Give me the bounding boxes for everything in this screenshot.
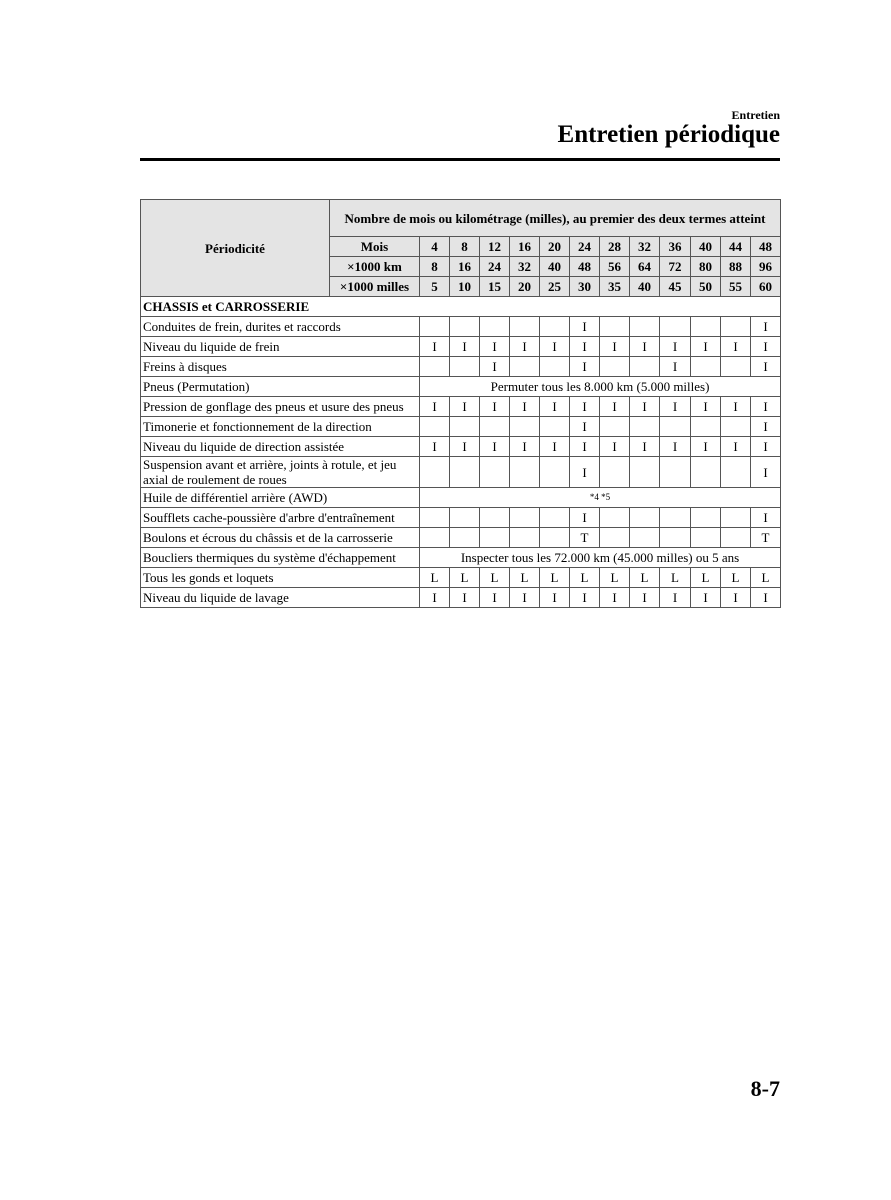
- schedule-cell: [420, 508, 450, 528]
- periodicity-header: Périodicité: [141, 200, 330, 297]
- interval-note: Permuter tous les 8.000 km (5.000 milles): [420, 377, 781, 397]
- section-row: [141, 297, 781, 317]
- schedule-cell: [691, 357, 721, 377]
- schedule-cell: [480, 457, 510, 488]
- km-value: 96: [751, 257, 781, 277]
- km-value: 24: [480, 257, 510, 277]
- schedule-cell: [540, 317, 570, 337]
- months-label: Mois: [330, 237, 420, 257]
- item-label: Huile de différentiel arrière (AWD): [141, 488, 420, 508]
- schedule-cell: [420, 457, 450, 488]
- schedule-cell: [540, 528, 570, 548]
- schedule-cell: [691, 457, 721, 488]
- months-value: 20: [540, 237, 570, 257]
- item-label: Niveau du liquide de frein: [141, 337, 420, 357]
- schedule-cell: L: [721, 568, 751, 588]
- item-label: Boulons et écrous du châssis et de la carrosserie: [141, 528, 420, 548]
- schedule-cell: I: [660, 588, 691, 608]
- schedule-cell: I: [751, 457, 781, 488]
- table-row: [141, 377, 781, 397]
- schedule-cell: [450, 417, 480, 437]
- section-title: CHASSIS et CARROSSERIE: [141, 297, 781, 317]
- item-label: Pression de gonflage des pneus et usure des pneus: [141, 397, 420, 417]
- schedule-cell: [600, 317, 630, 337]
- miles-value: 55: [721, 277, 751, 297]
- item-label: Tous les gonds et loquets: [141, 568, 420, 588]
- schedule-cell: I: [660, 437, 691, 457]
- item-label: Conduites de frein, durites et raccords: [141, 317, 420, 337]
- miles-value: 35: [600, 277, 630, 297]
- schedule-cell: I: [540, 588, 570, 608]
- schedule-cell: L: [540, 568, 570, 588]
- miles-value: 30: [570, 277, 600, 297]
- schedule-cell: [721, 317, 751, 337]
- schedule-cell: [660, 317, 691, 337]
- schedule-cell: [721, 457, 751, 488]
- months-value: 24: [570, 237, 600, 257]
- km-value: 8: [420, 257, 450, 277]
- schedule-cell: [721, 528, 751, 548]
- page-title: Entretien périodique: [557, 121, 780, 148]
- months-value: 16: [510, 237, 540, 257]
- item-label: Niveau du liquide de lavage: [141, 588, 420, 608]
- schedule-cell: I: [420, 397, 450, 417]
- table-row: [141, 437, 781, 457]
- schedule-cell: I: [660, 337, 691, 357]
- schedule-cell: [691, 528, 721, 548]
- months-value: 8: [450, 237, 480, 257]
- schedule-cell: I: [691, 437, 721, 457]
- schedule-cell: I: [751, 357, 781, 377]
- km-value: 48: [570, 257, 600, 277]
- months-value: 48: [751, 237, 781, 257]
- schedule-cell: T: [751, 528, 781, 548]
- months-value: 40: [691, 237, 721, 257]
- schedule-cell: I: [600, 437, 630, 457]
- schedule-cell: [630, 508, 660, 528]
- schedule-cell: [540, 457, 570, 488]
- schedule-cell: [630, 357, 660, 377]
- schedule-cell: I: [420, 437, 450, 457]
- miles-value: 40: [630, 277, 660, 297]
- schedule-cell: [420, 357, 450, 377]
- schedule-cell: I: [751, 437, 781, 457]
- schedule-cell: [510, 528, 540, 548]
- schedule-cell: [540, 417, 570, 437]
- schedule-cell: [630, 528, 660, 548]
- miles-value: 25: [540, 277, 570, 297]
- table-row: [141, 488, 781, 508]
- schedule-cell: [510, 457, 540, 488]
- table-row: [141, 357, 781, 377]
- schedule-cell: [660, 528, 691, 548]
- schedule-cell: I: [540, 437, 570, 457]
- miles-value: 45: [660, 277, 691, 297]
- schedule-cell: [450, 528, 480, 548]
- schedule-cell: I: [630, 337, 660, 357]
- schedule-cell: [450, 357, 480, 377]
- schedule-cell: [630, 457, 660, 488]
- schedule-cell: [600, 528, 630, 548]
- schedule-cell: I: [450, 337, 480, 357]
- schedule-cell: [691, 317, 721, 337]
- schedule-cell: I: [691, 337, 721, 357]
- schedule-cell: I: [510, 588, 540, 608]
- miles-value: 60: [751, 277, 781, 297]
- schedule-cell: [450, 317, 480, 337]
- schedule-cell: [660, 457, 691, 488]
- schedule-cell: I: [450, 437, 480, 457]
- schedule-cell: I: [751, 337, 781, 357]
- table-row: [141, 457, 781, 488]
- schedule-cell: L: [751, 568, 781, 588]
- schedule-cell: [420, 317, 450, 337]
- table-row: [141, 528, 781, 548]
- km-value: 72: [660, 257, 691, 277]
- months-value: 28: [600, 237, 630, 257]
- schedule-cell: I: [721, 397, 751, 417]
- schedule-cell: [480, 317, 510, 337]
- schedule-cell: I: [600, 588, 630, 608]
- schedule-cell: [600, 508, 630, 528]
- schedule-cell: [630, 417, 660, 437]
- schedule-cell: I: [540, 337, 570, 357]
- table-row: [141, 568, 781, 588]
- schedule-cell: I: [600, 397, 630, 417]
- schedule-cell: [510, 417, 540, 437]
- table-row: [141, 417, 781, 437]
- schedule-cell: [480, 508, 510, 528]
- schedule-cell: I: [480, 397, 510, 417]
- schedule-cell: [691, 417, 721, 437]
- miles-value: 20: [510, 277, 540, 297]
- schedule-cell: [721, 357, 751, 377]
- schedule-cell: L: [600, 568, 630, 588]
- schedule-cell: [420, 528, 450, 548]
- schedule-cell: I: [480, 357, 510, 377]
- schedule-cell: L: [450, 568, 480, 588]
- km-value: 32: [510, 257, 540, 277]
- table-row: [141, 397, 781, 417]
- schedule-cell: I: [600, 337, 630, 357]
- schedule-cell: [510, 317, 540, 337]
- schedule-cell: I: [630, 588, 660, 608]
- miles-value: 15: [480, 277, 510, 297]
- miles-label: ×1000 milles: [330, 277, 420, 297]
- schedule-cell: L: [480, 568, 510, 588]
- schedule-cell: L: [420, 568, 450, 588]
- item-label: Pneus (Permutation): [141, 377, 420, 397]
- schedule-cell: I: [420, 588, 450, 608]
- footnote-ref: *4 *5: [420, 488, 781, 508]
- schedule-cell: [510, 357, 540, 377]
- table-row: [141, 337, 781, 357]
- months-value: 32: [630, 237, 660, 257]
- schedule-cell: I: [630, 437, 660, 457]
- schedule-cell: [540, 357, 570, 377]
- schedule-cell: [721, 508, 751, 528]
- schedule-cell: [480, 528, 510, 548]
- km-value: 64: [630, 257, 660, 277]
- schedule-cell: I: [751, 397, 781, 417]
- schedule-cell: I: [510, 437, 540, 457]
- km-value: 80: [691, 257, 721, 277]
- schedule-cell: [450, 508, 480, 528]
- item-label: Suspension avant et arrière, joints à rotule, et jeu axial de roulement de roues: [141, 457, 420, 488]
- schedule-cell: I: [510, 337, 540, 357]
- schedule-cell: I: [510, 397, 540, 417]
- schedule-cell: I: [450, 397, 480, 417]
- schedule-cell: I: [630, 397, 660, 417]
- schedule-cell: [691, 508, 721, 528]
- schedule-cell: [600, 417, 630, 437]
- interval-note: Inspecter tous les 72.000 km (45.000 milles) ou 5 ans: [420, 548, 781, 568]
- schedule-cell: I: [570, 337, 600, 357]
- schedule-cell: L: [660, 568, 691, 588]
- schedule-cell: I: [751, 417, 781, 437]
- item-label: Boucliers thermiques du système d'échappement: [141, 548, 420, 568]
- schedule-cell: I: [570, 508, 600, 528]
- schedule-cell: L: [630, 568, 660, 588]
- schedule-cell: I: [721, 337, 751, 357]
- maintenance-schedule-table: [140, 199, 781, 608]
- schedule-cell: I: [691, 397, 721, 417]
- schedule-cell: I: [721, 437, 751, 457]
- item-label: Niveau du liquide de direction assistée: [141, 437, 420, 457]
- schedule-cell: I: [660, 357, 691, 377]
- schedule-cell: I: [570, 417, 600, 437]
- title-rule: [140, 158, 780, 161]
- schedule-cell: [600, 457, 630, 488]
- schedule-cell: I: [570, 457, 600, 488]
- schedule-cell: [420, 417, 450, 437]
- schedule-cell: T: [570, 528, 600, 548]
- item-label: Soufflets cache-poussière d'arbre d'entraînement: [141, 508, 420, 528]
- months-value: 36: [660, 237, 691, 257]
- miles-value: 50: [691, 277, 721, 297]
- schedule-cell: I: [721, 588, 751, 608]
- schedule-cell: [450, 457, 480, 488]
- km-label: ×1000 km: [330, 257, 420, 277]
- table-row: [141, 508, 781, 528]
- schedule-cell: I: [660, 397, 691, 417]
- km-value: 56: [600, 257, 630, 277]
- schedule-cell: [630, 317, 660, 337]
- section-label: Entretien: [731, 108, 780, 122]
- page-number: 8-7: [750, 1076, 780, 1101]
- table-row: [141, 317, 781, 337]
- item-label: Freins à disques: [141, 357, 420, 377]
- schedule-cell: I: [751, 317, 781, 337]
- schedule-cell: [600, 357, 630, 377]
- schedule-cell: L: [510, 568, 540, 588]
- interval-caption: Nombre de mois ou kilométrage (milles), au premier des deux termes atteint: [330, 200, 781, 237]
- schedule-cell: [540, 508, 570, 528]
- schedule-cell: I: [480, 437, 510, 457]
- schedule-cell: I: [540, 397, 570, 417]
- miles-value: 5: [420, 277, 450, 297]
- schedule-cell: I: [570, 588, 600, 608]
- schedule-cell: [721, 417, 751, 437]
- schedule-cell: I: [751, 588, 781, 608]
- miles-value: 10: [450, 277, 480, 297]
- table-row: [141, 588, 781, 608]
- schedule-cell: I: [480, 588, 510, 608]
- schedule-cell: I: [450, 588, 480, 608]
- km-value: 16: [450, 257, 480, 277]
- schedule-cell: [510, 508, 540, 528]
- table-row: [141, 548, 781, 568]
- schedule-cell: I: [691, 588, 721, 608]
- item-label: Timonerie et fonctionnement de la direction: [141, 417, 420, 437]
- schedule-cell: I: [570, 357, 600, 377]
- schedule-cell: [660, 508, 691, 528]
- schedule-cell: I: [570, 397, 600, 417]
- schedule-cell: I: [570, 317, 600, 337]
- schedule-cell: [660, 417, 691, 437]
- schedule-cell: I: [480, 337, 510, 357]
- km-value: 40: [540, 257, 570, 277]
- km-value: 88: [721, 257, 751, 277]
- schedule-cell: L: [570, 568, 600, 588]
- schedule-cell: [480, 417, 510, 437]
- schedule-cell: I: [751, 508, 781, 528]
- schedule-cell: I: [420, 337, 450, 357]
- months-value: 44: [721, 237, 751, 257]
- months-value: 12: [480, 237, 510, 257]
- months-value: 4: [420, 237, 450, 257]
- schedule-cell: L: [691, 568, 721, 588]
- schedule-cell: I: [570, 437, 600, 457]
